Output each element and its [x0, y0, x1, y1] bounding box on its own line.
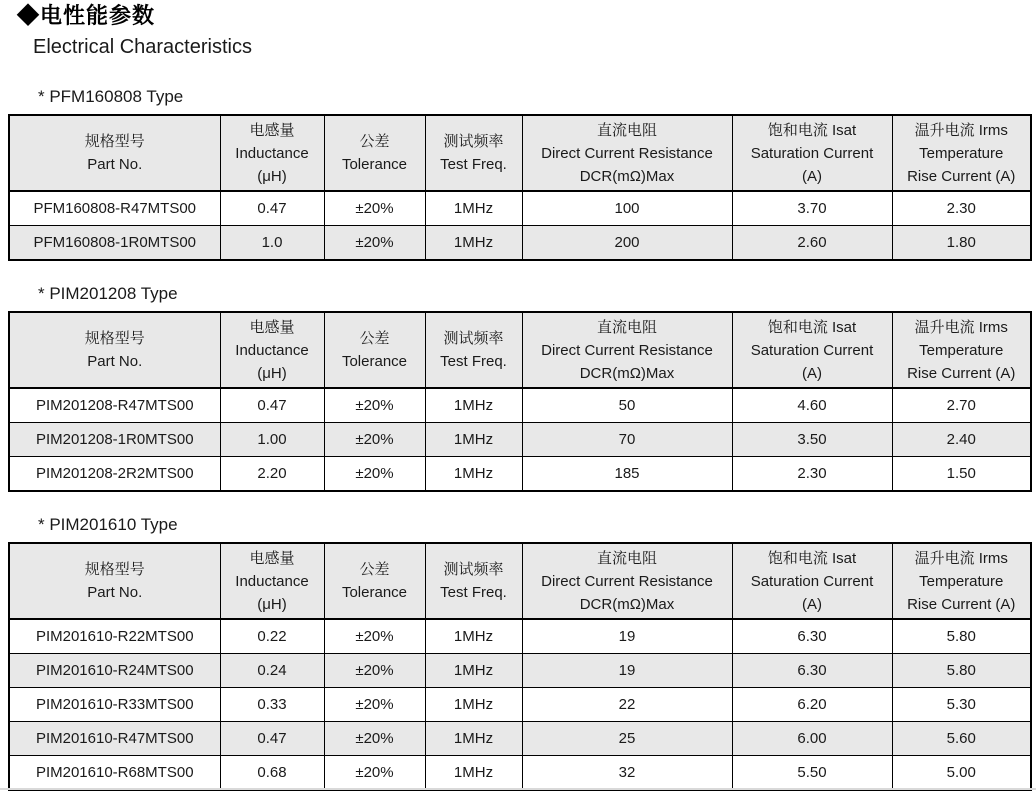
table-row — [9, 722, 1031, 756]
value-cell: 1.0 — [220, 226, 324, 261]
header-line: Tolerance — [341, 353, 408, 370]
value-cell: 185 — [522, 457, 732, 492]
table-header-row — [9, 312, 1031, 388]
header-col-part-no — [9, 115, 220, 191]
header-col-test-freq — [425, 543, 522, 619]
header-line: 直流电阻 — [596, 549, 657, 567]
table-row — [9, 423, 1031, 457]
header-line: Test Freq. — [440, 353, 507, 370]
part-no-cell: PIM201208-1R0MTS00 — [9, 423, 220, 457]
value-cell: 0.68 — [220, 756, 324, 791]
part-no-cell: PIM201208-2R2MTS00 — [9, 457, 220, 492]
value-cell: 6.00 — [732, 722, 892, 756]
header-line: 电感量 — [249, 318, 295, 336]
header-col-part-no — [9, 312, 220, 388]
header-line: 饱和电流 Isat — [767, 549, 857, 567]
table-row — [9, 457, 1031, 492]
header-col-tolerance — [324, 543, 425, 619]
header-line: Rise Current (A) — [907, 595, 1016, 613]
table-head — [9, 312, 1031, 388]
header-line: DCR(mΩ)Max — [579, 595, 675, 613]
value-cell: 1MHz — [425, 457, 522, 492]
header-line: 温升电流 Irms — [914, 318, 1008, 336]
header-line: 温升电流 Irms — [914, 549, 1008, 567]
header-line: DCR(mΩ)Max — [579, 364, 675, 382]
value-cell: 1MHz — [425, 388, 522, 423]
value-cell: 5.80 — [892, 619, 1031, 654]
value-cell: 0.47 — [220, 722, 324, 756]
part-no-cell: PIM201610-R24MTS00 — [9, 654, 220, 688]
header-line: 测试频率 — [443, 330, 504, 347]
part-no-cell: PIM201610-R33MTS00 — [9, 688, 220, 722]
table-body — [9, 388, 1031, 491]
header-line: Test Freq. — [440, 156, 507, 173]
header-line: Inductance — [235, 144, 309, 162]
value-cell: 3.50 — [732, 423, 892, 457]
part-no-cell: PIM201610-R68MTS00 — [9, 756, 220, 791]
value-cell: 6.30 — [732, 654, 892, 688]
value-cell: ±20% — [324, 619, 425, 654]
header-col-inductance — [220, 115, 324, 191]
table-head — [9, 543, 1031, 619]
header-line: Temperature — [919, 144, 1004, 162]
table-row — [9, 226, 1031, 261]
value-cell: 3.70 — [732, 191, 892, 226]
value-cell: 6.20 — [732, 688, 892, 722]
header-line: 公差 — [359, 561, 390, 578]
value-cell: 25 — [522, 722, 732, 756]
value-cell: 5.30 — [892, 688, 1031, 722]
header-line: 饱和电流 Isat — [767, 318, 857, 336]
value-cell: 1.50 — [892, 457, 1031, 492]
value-cell: 1MHz — [425, 688, 522, 722]
value-cell: 19 — [522, 619, 732, 654]
header-line: Temperature — [919, 572, 1004, 590]
spec-table-pfm160808 — [8, 114, 1032, 261]
value-cell: 1.00 — [220, 423, 324, 457]
header-line: 规格型号 — [84, 330, 145, 347]
page-title-zh — [17, 0, 1036, 29]
value-cell: 22 — [522, 688, 732, 722]
value-cell: ±20% — [324, 457, 425, 492]
table-head — [9, 115, 1031, 191]
header-line: 直流电阻 — [596, 318, 657, 336]
header-line: Part No. — [87, 353, 143, 370]
part-no-cell: PIM201208-R47MTS00 — [9, 388, 220, 423]
header-line: Tolerance — [341, 584, 408, 601]
value-cell: ±20% — [324, 423, 425, 457]
value-cell: 5.80 — [892, 654, 1031, 688]
value-cell: 5.60 — [892, 722, 1031, 756]
header-line: Direct Current Resistance — [541, 572, 713, 590]
header-col-dcr — [522, 312, 732, 388]
header-line: 公差 — [359, 330, 390, 347]
value-cell: 1MHz — [425, 654, 522, 688]
header-col-irms — [892, 543, 1031, 619]
page-bottom-rule — [0, 788, 1036, 790]
header-line: Saturation Current — [750, 341, 874, 359]
header-col-isat — [732, 115, 892, 191]
header-line: Saturation Current — [750, 144, 874, 162]
spec-table-pim201610 — [8, 542, 1032, 791]
header-col-isat — [732, 312, 892, 388]
table-row — [9, 688, 1031, 722]
header-line: 温升电流 Irms — [914, 121, 1008, 139]
value-cell: ±20% — [324, 688, 425, 722]
header-line: (μH) — [257, 167, 287, 185]
value-cell: 1MHz — [425, 756, 522, 791]
value-cell: 0.24 — [220, 654, 324, 688]
table-body — [9, 191, 1031, 260]
header-line: 电感量 — [249, 549, 295, 567]
value-cell: 6.30 — [732, 619, 892, 654]
header-line: 测试频率 — [443, 561, 504, 578]
part-no-cell: PIM201610-R47MTS00 — [9, 722, 220, 756]
value-cell: 2.60 — [732, 226, 892, 261]
section-label-pfm160808: * PFM160808 Type — [38, 87, 184, 106]
header-col-irms — [892, 312, 1031, 388]
header-col-dcr — [522, 115, 732, 191]
value-cell: ±20% — [324, 756, 425, 791]
value-cell: ±20% — [324, 722, 425, 756]
section-label-pim201208: * PIM201208 Type — [38, 284, 178, 303]
header-col-test-freq — [425, 312, 522, 388]
value-cell: 19 — [522, 654, 732, 688]
value-cell: 32 — [522, 756, 732, 791]
header-line: Direct Current Resistance — [541, 144, 713, 162]
part-no-cell: PFM160808-R47MTS00 — [9, 191, 220, 226]
header-line: Inductance — [235, 572, 309, 590]
page-title-zh-text: 电性能参数 — [40, 3, 156, 28]
header-col-part-no — [9, 543, 220, 619]
header-col-dcr — [522, 543, 732, 619]
table-row — [9, 654, 1031, 688]
value-cell: 2.70 — [892, 388, 1031, 423]
header-line: 饱和电流 Isat — [767, 121, 857, 139]
header-line: Tolerance — [341, 156, 408, 173]
header-line: 规格型号 — [84, 561, 145, 578]
value-cell: 5.00 — [892, 756, 1031, 791]
header-line: (A) — [802, 595, 822, 613]
header-line: Part No. — [87, 584, 143, 601]
value-cell: 1MHz — [425, 226, 522, 261]
header-line: Temperature — [919, 341, 1004, 359]
header-line: (A) — [802, 167, 822, 185]
value-cell: 1MHz — [425, 619, 522, 654]
header-col-test-freq — [425, 115, 522, 191]
header-line: Saturation Current — [750, 572, 874, 590]
header-col-tolerance — [324, 115, 425, 191]
value-cell: ±20% — [324, 388, 425, 423]
value-cell: 2.40 — [892, 423, 1031, 457]
value-cell: 1.80 — [892, 226, 1031, 261]
section-label-pim201610: * PIM201610 Type — [38, 515, 178, 534]
value-cell: 2.30 — [892, 191, 1031, 226]
header-line: (A) — [802, 364, 822, 382]
value-cell: 50 — [522, 388, 732, 423]
value-cell: 4.60 — [732, 388, 892, 423]
table-row — [9, 388, 1031, 423]
header-col-isat — [732, 543, 892, 619]
table-header-row — [9, 115, 1031, 191]
header-col-irms — [892, 115, 1031, 191]
header-line: 公差 — [359, 133, 390, 150]
header-line: Test Freq. — [440, 584, 507, 601]
value-cell: 1MHz — [425, 722, 522, 756]
header-line: 直流电阻 — [596, 121, 657, 139]
header-line: 测试频率 — [443, 133, 504, 150]
header-line: Rise Current (A) — [907, 167, 1016, 185]
value-cell: 5.50 — [732, 756, 892, 791]
part-no-cell: PFM160808-1R0MTS00 — [9, 226, 220, 261]
header-line: DCR(mΩ)Max — [579, 167, 675, 185]
value-cell: 0.33 — [220, 688, 324, 722]
value-cell: ±20% — [324, 226, 425, 261]
table-row — [9, 756, 1031, 791]
header-line: 规格型号 — [84, 133, 145, 150]
value-cell: 1MHz — [425, 423, 522, 457]
header-col-inductance — [220, 543, 324, 619]
value-cell: ±20% — [324, 191, 425, 226]
table-header-row — [9, 543, 1031, 619]
part-no-cell: PIM201610-R22MTS00 — [9, 619, 220, 654]
value-cell: 0.47 — [220, 191, 324, 226]
value-cell: 0.22 — [220, 619, 324, 654]
value-cell: ±20% — [324, 654, 425, 688]
table-body — [9, 619, 1031, 790]
value-cell: 100 — [522, 191, 732, 226]
page-title-en: Electrical Characteristics — [33, 36, 252, 58]
header-line: (μH) — [257, 595, 287, 613]
header-line: Rise Current (A) — [907, 364, 1016, 382]
spec-table-pim201208 — [8, 311, 1032, 492]
header-line: Inductance — [235, 341, 309, 359]
header-col-tolerance — [324, 312, 425, 388]
header-line: Part No. — [87, 156, 143, 173]
header-col-inductance — [220, 312, 324, 388]
value-cell: 2.20 — [220, 457, 324, 492]
table-row — [9, 619, 1031, 654]
header-line: (μH) — [257, 364, 287, 382]
table-row — [9, 191, 1031, 226]
header-line: Direct Current Resistance — [541, 341, 713, 359]
value-cell: 200 — [522, 226, 732, 261]
value-cell: 1MHz — [425, 191, 522, 226]
value-cell: 2.30 — [732, 457, 892, 492]
diamond-bullet-icon: ◆ — [17, 3, 41, 28]
value-cell: 70 — [522, 423, 732, 457]
value-cell: 0.47 — [220, 388, 324, 423]
header-line: 电感量 — [249, 121, 295, 139]
